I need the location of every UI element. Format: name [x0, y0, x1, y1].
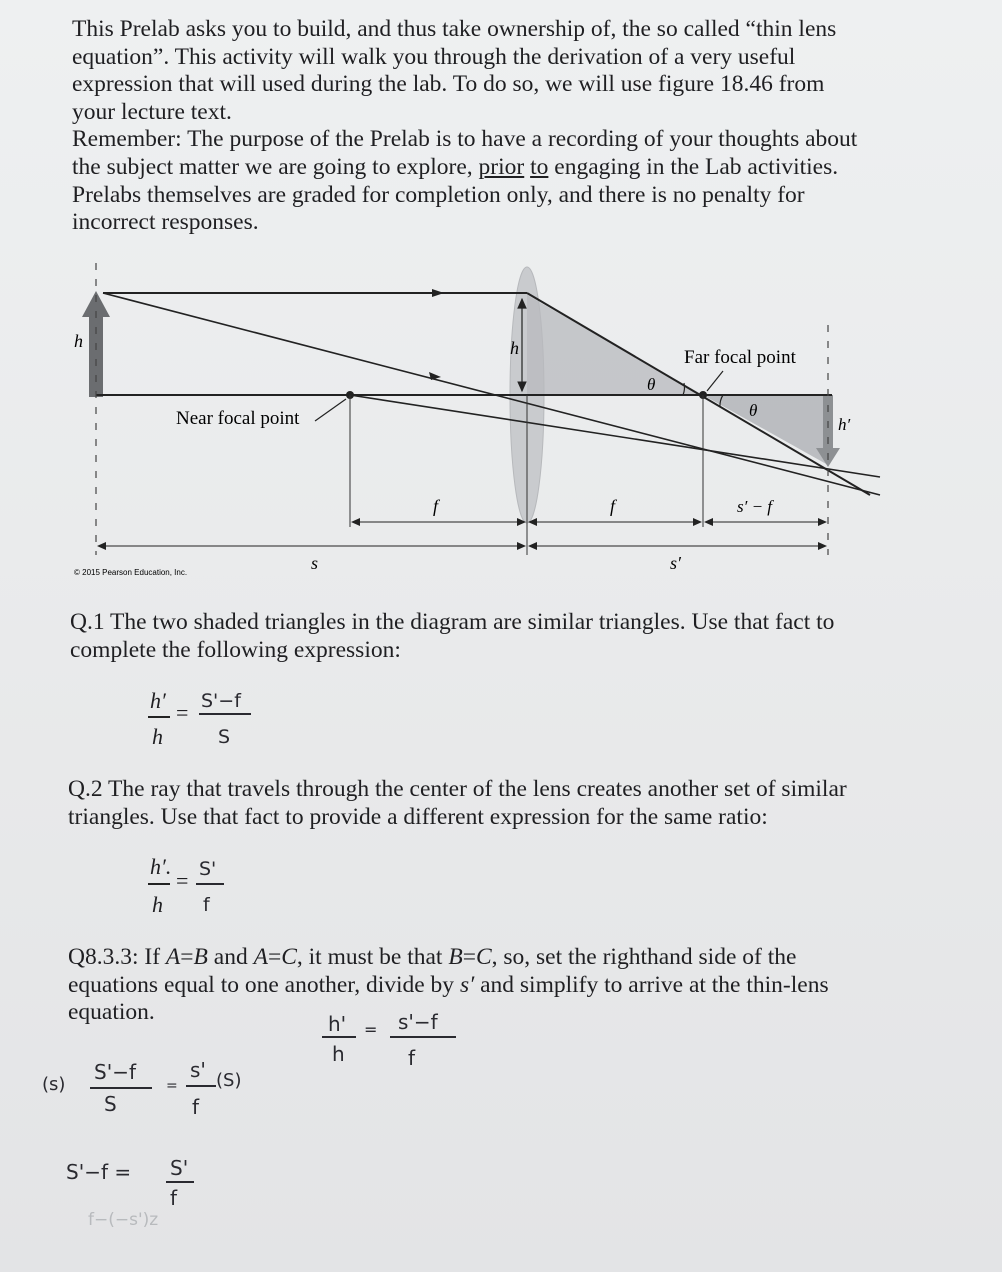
- label-near-focal-point: Near focal point: [176, 408, 300, 429]
- step2-lhs: S'−f =: [66, 1160, 132, 1184]
- label-s-prime: s′: [670, 553, 681, 573]
- label-f-left: f: [433, 496, 439, 516]
- q2-lhs-bar: [148, 883, 170, 885]
- question-3: [68, 944, 968, 1027]
- label-h-object: h: [74, 331, 83, 351]
- side-eq-den-right: f: [408, 1046, 416, 1070]
- remember-line: Prelabs themselves are graded for completion only, and there is no penalty for: [72, 181, 805, 208]
- label-f-right: f: [610, 496, 616, 516]
- step1-left-den: S: [104, 1092, 117, 1116]
- intro-line: your lecture text.: [72, 98, 232, 125]
- remember-line: Remember: The purpose of the Prelab is to have a recording of your thoughts about: [72, 126, 858, 153]
- step1-right-num: s': [190, 1058, 206, 1082]
- label-s: s: [311, 553, 319, 573]
- q2-lhs-num: h′.: [150, 854, 172, 879]
- q1-lhs-den: h: [152, 724, 163, 749]
- step1-equals: =: [166, 1078, 178, 1094]
- side-eq-equals: =: [364, 1020, 378, 1039]
- step1-left-num: S'−f: [94, 1060, 136, 1084]
- question-1: [70, 609, 970, 664]
- q1-lhs-bar: [148, 716, 170, 718]
- label-h-prime: h′: [838, 415, 851, 434]
- ray-arrowhead: [429, 372, 441, 380]
- q3-line: equations equal to one another, divide by s′ and simplify to arrive at the thin-lens: [68, 971, 829, 998]
- copyright: © 2015 Pearson Education, Inc.: [74, 568, 188, 577]
- q2-line: triangles. Use that fact to provide a different expression for the same ratio:: [68, 803, 768, 830]
- label-h-lens: h: [510, 338, 519, 358]
- q1-answer-denominator: S: [218, 726, 231, 748]
- label-theta-image: θ: [749, 401, 758, 420]
- q3-line: equation.: [68, 999, 155, 1026]
- q2-answer-denominator: f: [203, 894, 210, 916]
- step1-multiplier: (S): [216, 1070, 242, 1091]
- label-far-focal-point: Far focal point: [684, 347, 796, 368]
- intro-paragraph: [72, 16, 972, 237]
- step2-bar: [166, 1181, 194, 1183]
- intro-line: equation”. This activity will walk you through the derivation of a very useful: [72, 43, 796, 70]
- side-eq-bar-right: [390, 1036, 456, 1038]
- remember-line: incorrect responses.: [72, 209, 259, 236]
- step2-num: S': [170, 1156, 189, 1180]
- step2-den: f: [170, 1186, 178, 1210]
- q1-answer-numerator: S'−f: [201, 690, 241, 712]
- multiplier-left: (s): [42, 1074, 66, 1095]
- q2-eq: =: [176, 868, 189, 893]
- q1-answer-bar: [199, 713, 251, 715]
- remember-line: the subject matter we are going to explore, prior to engaging in the Lab activities.: [72, 153, 839, 180]
- question-2: [68, 776, 968, 831]
- side-eq-bar-left: [322, 1036, 356, 1038]
- intro-line: expression that will used during the lab. To do so, we will use figure 18.46 from: [72, 71, 825, 98]
- erased-work: f−(−s')z: [88, 1210, 159, 1230]
- q1-line: Q.1 The two shaded triangles in the diagram are similar triangles. Use that fact to: [70, 609, 835, 635]
- q3-line: Q8.3.3: If A=B and A=C, it must be that B=C, so, set the righthand side of the: [68, 944, 797, 970]
- step1-left-bar: [90, 1087, 152, 1089]
- ray-arrowhead: [432, 289, 444, 297]
- intro-line: This Prelab asks you to build, and thus take ownership of, the so called “thin lens: [72, 16, 837, 42]
- q2-answer-numerator: S': [199, 858, 217, 880]
- thin-lens-diagram: [0, 255, 1002, 585]
- q2-answer-bar: [196, 883, 224, 885]
- step1-right-den: f: [192, 1095, 200, 1119]
- q1-line: complete the following expression:: [70, 636, 401, 663]
- side-eq-rhs-num: s'−f: [398, 1010, 438, 1034]
- step1-right-bar: [186, 1085, 216, 1087]
- far-focal-leader: [707, 371, 723, 391]
- label-s-minus-f: s′ − f: [737, 497, 773, 516]
- q1-lhs-num: h′: [150, 688, 166, 713]
- side-eq-num: h': [328, 1012, 347, 1036]
- q1-eq: =: [176, 700, 189, 725]
- label-theta-lens: θ: [647, 375, 656, 394]
- q2-line: Q.2 The ray that travels through the center of the lens creates another set of similar: [68, 776, 847, 802]
- q2-lhs-den: h: [152, 892, 163, 917]
- near-focal-leader: [315, 399, 346, 421]
- side-eq-den-left: h: [332, 1042, 345, 1066]
